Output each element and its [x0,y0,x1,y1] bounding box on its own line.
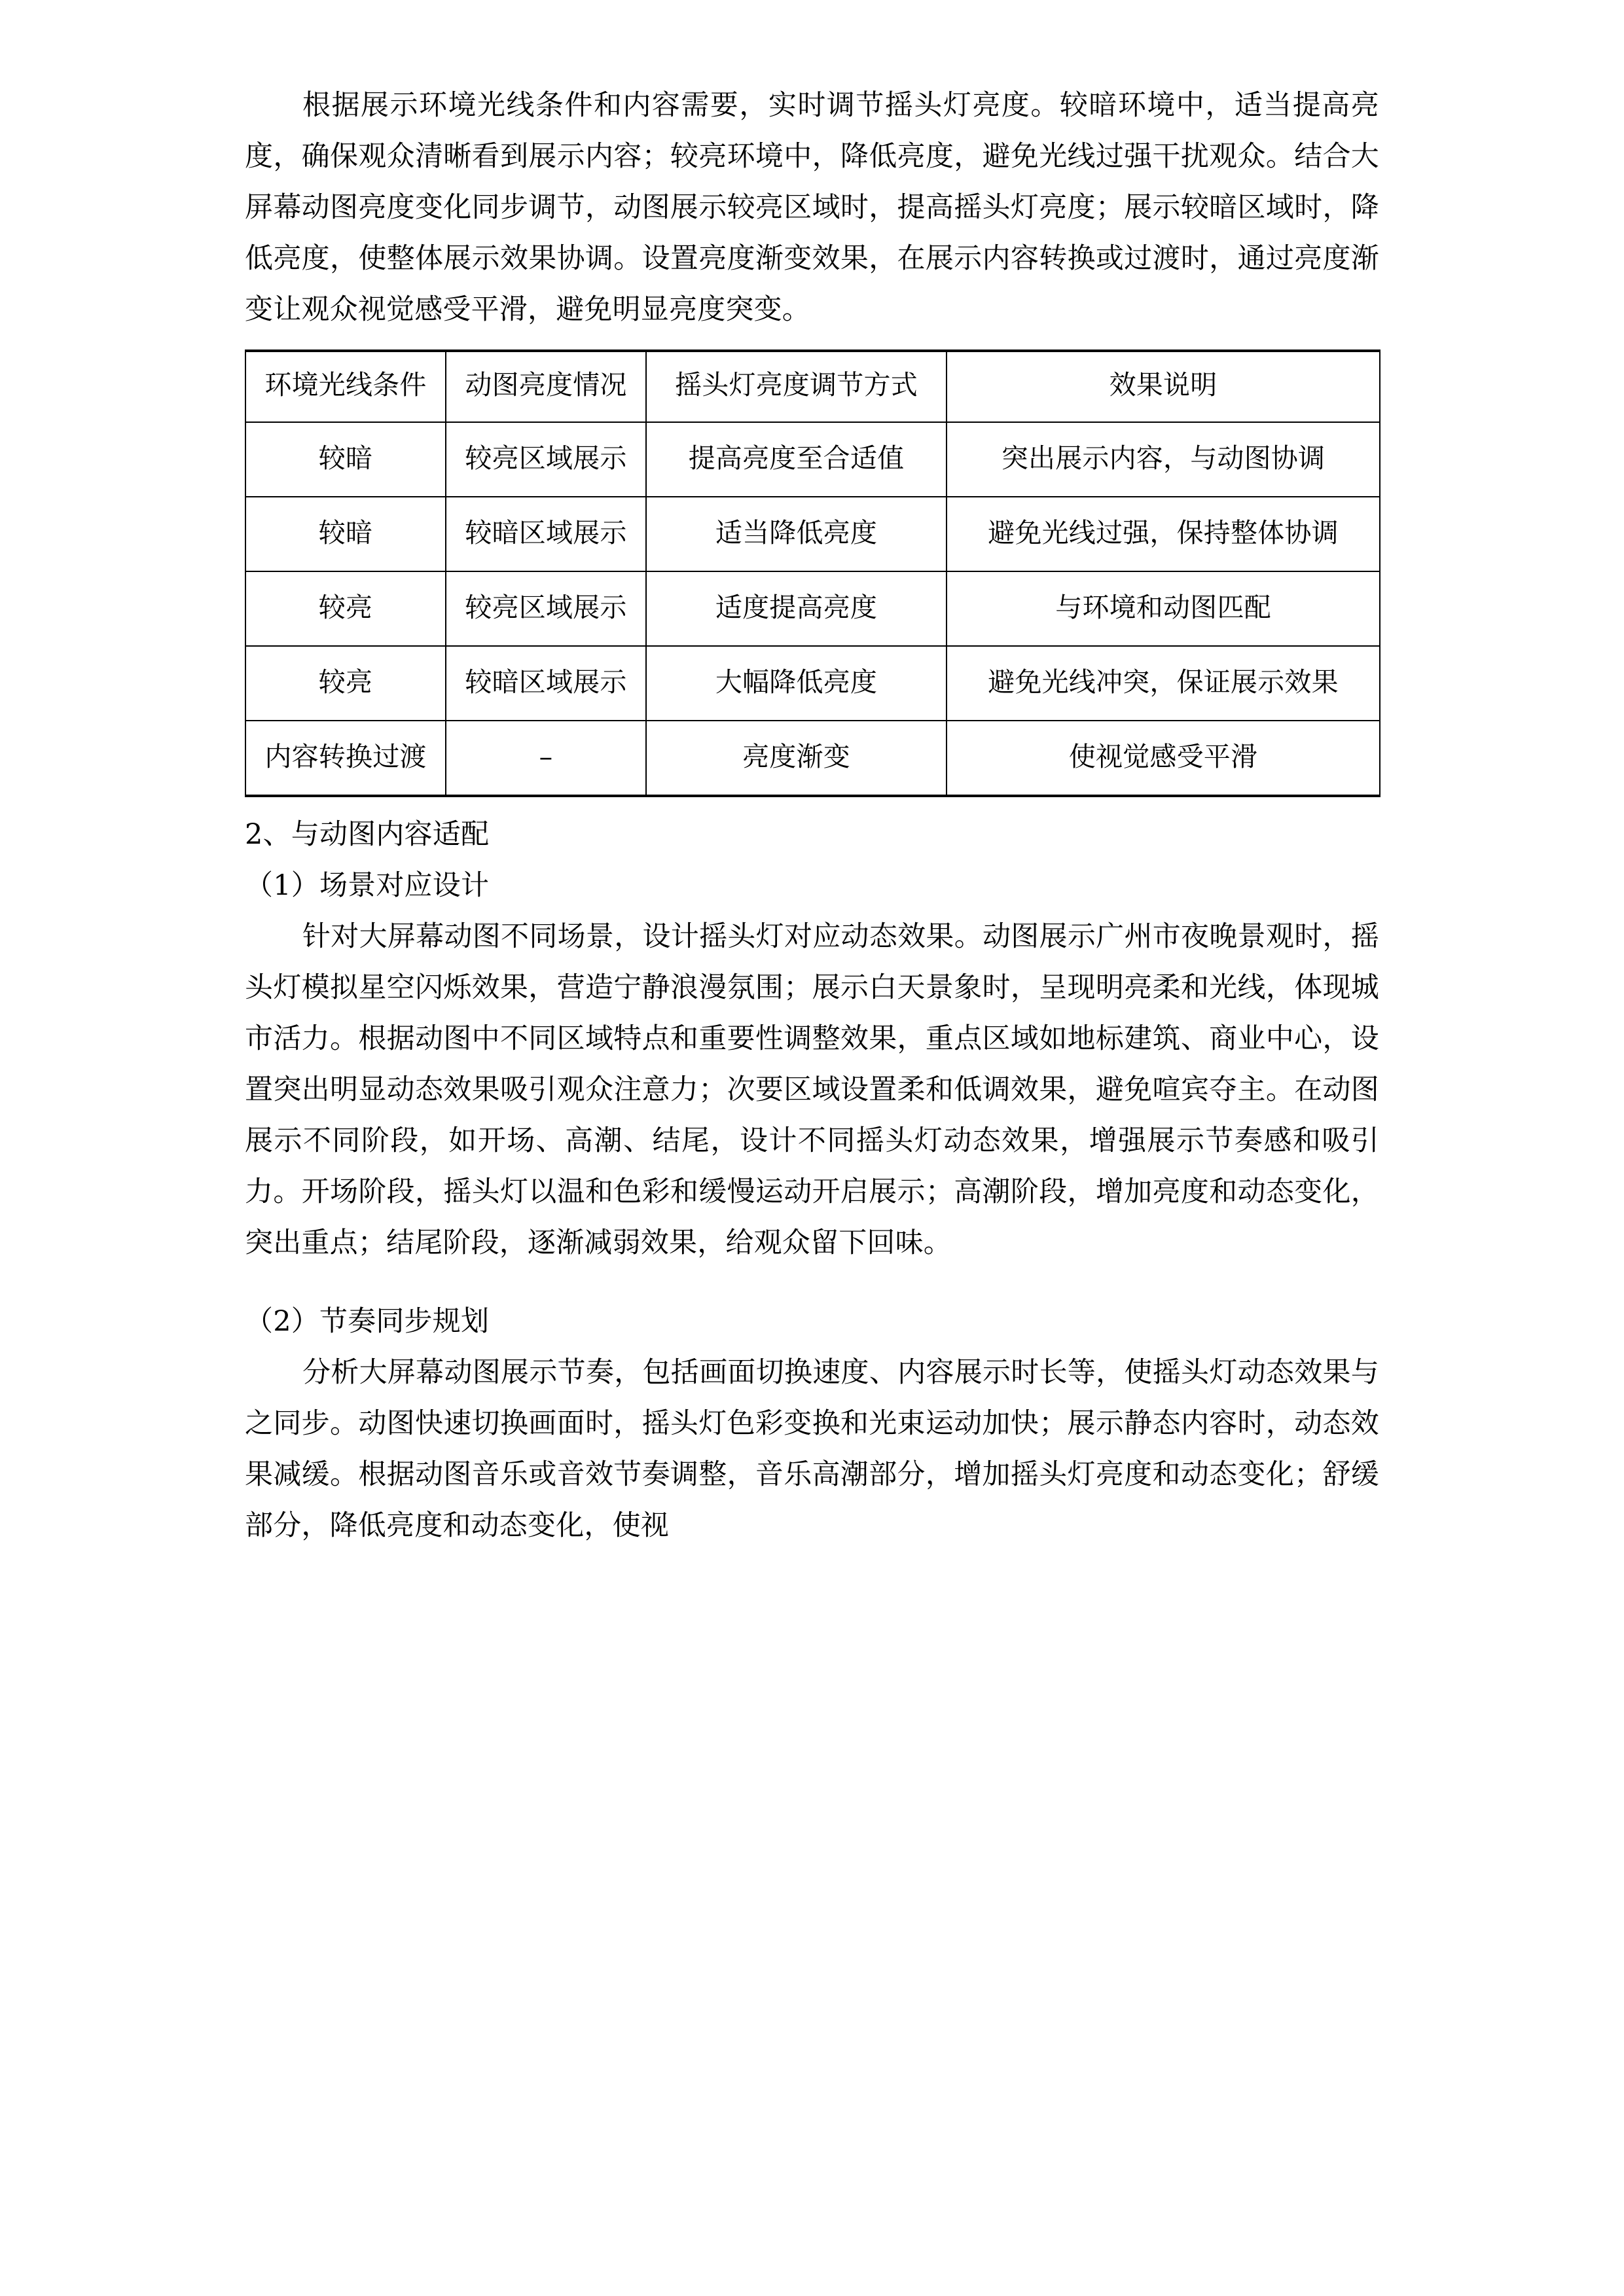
table-cell-light-condition: 较暗 [245,422,446,497]
paragraph-rhythm-sync: 分析大屏幕动图展示节奏，包括画面切换速度、内容展示时长等，使摇头灯动态效果与之同步。动图快速切换画面时，摇头灯色彩变换和光束运动加快；展示静态内容时，动态效果减缓。根据动图音乐或音效节奏调整，音乐高潮部分，增加摇头灯亮度和动态变化；舒缓部分，降低亮度和动态变化，使视 [245,1356,1379,1542]
table-cell-effect-description: 突出展示内容，与动图协调 [947,422,1380,497]
table-row [245,497,1380,571]
table-cell-effect-description: 避免光线过强，保持整体协调 [947,497,1380,571]
table-row [245,646,1380,721]
table-cell-adjustment-method: 适度提高亮度 [646,571,947,646]
document-body [245,80,1379,1551]
table-header-cell: 环境光线条件 [245,351,446,422]
paragraph-brightness-adjustment: 根据展示环境光线条件和内容需要，实时调节摇头灯亮度。较暗环境中，适当提高亮度，确保观众清晰看到展示内容；较亮环境中，降低亮度，避免光线过强干扰观众。结合大屏幕动图亮度变化同步调节，动图展示较亮区域时，提高摇头灯亮度；展示较暗区域时，降低亮度，使整体展示效果协调。设置亮度渐变效果，在展示内容转换或过渡时，通过亮度渐变让观众视觉感受平滑，避免明显亮度突变。 [245,89,1379,326]
table-cell-light-condition: 较亮 [245,571,446,646]
table-cell-effect-description: 使视觉感受平滑 [947,721,1380,796]
table-row [245,721,1380,796]
paragraph-scene-design: 针对大屏幕动图不同场景，设计摇头灯对应动态效果。动图展示广州市夜晚景观时，摇头灯模拟星空闪烁效果，营造宁静浪漫氛围；展示白天景象时，呈现明亮柔和光线，体现城市活力。根据动图中不同区域特点和重要性调整效果，重点区域如地标建筑、商业中心，设置突出明显动态效果吸引观众注意力；次要区域设置柔和低调效果，避免喧宾夺主。在动图展示不同阶段，如开场、高潮、结尾，设计不同摇头灯动态效果，增强展示节奏感和吸引力。开场阶段，摇头灯以温和色彩和缓慢运动开启展示；高潮阶段，增加亮度和动态变化，突出重点；结尾阶段，逐渐减弱效果，给观众留下回味。 [245,920,1379,1259]
paragraph-spacer [245,1268,1379,1296]
table-cell-animation-brightness: 较亮区域展示 [446,422,646,497]
table-cell-light-condition: 较亮 [245,646,446,721]
table-cell-adjustment-method: 适当降低亮度 [646,497,947,571]
table-cell-adjustment-method: 提高亮度至合适值 [646,422,947,497]
table-header-cell: 摇头灯亮度调节方式 [646,351,947,422]
table-cell-adjustment-method: 大幅降低亮度 [646,646,947,721]
brightness-adjustment-table [245,350,1380,797]
section-heading-content-adaptation: 2、与动图内容适配 [245,818,490,851]
subsection-heading-scene-design: （1）场景对应设计 [245,869,490,902]
table-cell-light-condition: 内容转换过渡 [245,721,446,796]
table-cell-light-condition: 较暗 [245,497,446,571]
table-row [245,422,1380,497]
table-header-row [245,351,1380,422]
table-cell-animation-brightness: – [446,721,646,796]
table-header-cell: 效果说明 [947,351,1380,422]
table-header-cell: 动图亮度情况 [446,351,646,422]
table-cell-effect-description: 与环境和动图匹配 [947,571,1380,646]
table-row [245,571,1380,646]
table-cell-adjustment-method: 亮度渐变 [646,721,947,796]
table-cell-animation-brightness: 较亮区域展示 [446,571,646,646]
table-cell-effect-description: 避免光线冲突，保证展示效果 [947,646,1380,721]
table-cell-animation-brightness: 较暗区域展示 [446,497,646,571]
table-cell-animation-brightness: 较暗区域展示 [446,646,646,721]
subsection-heading-rhythm-sync: （2）节奏同步规划 [245,1305,490,1338]
